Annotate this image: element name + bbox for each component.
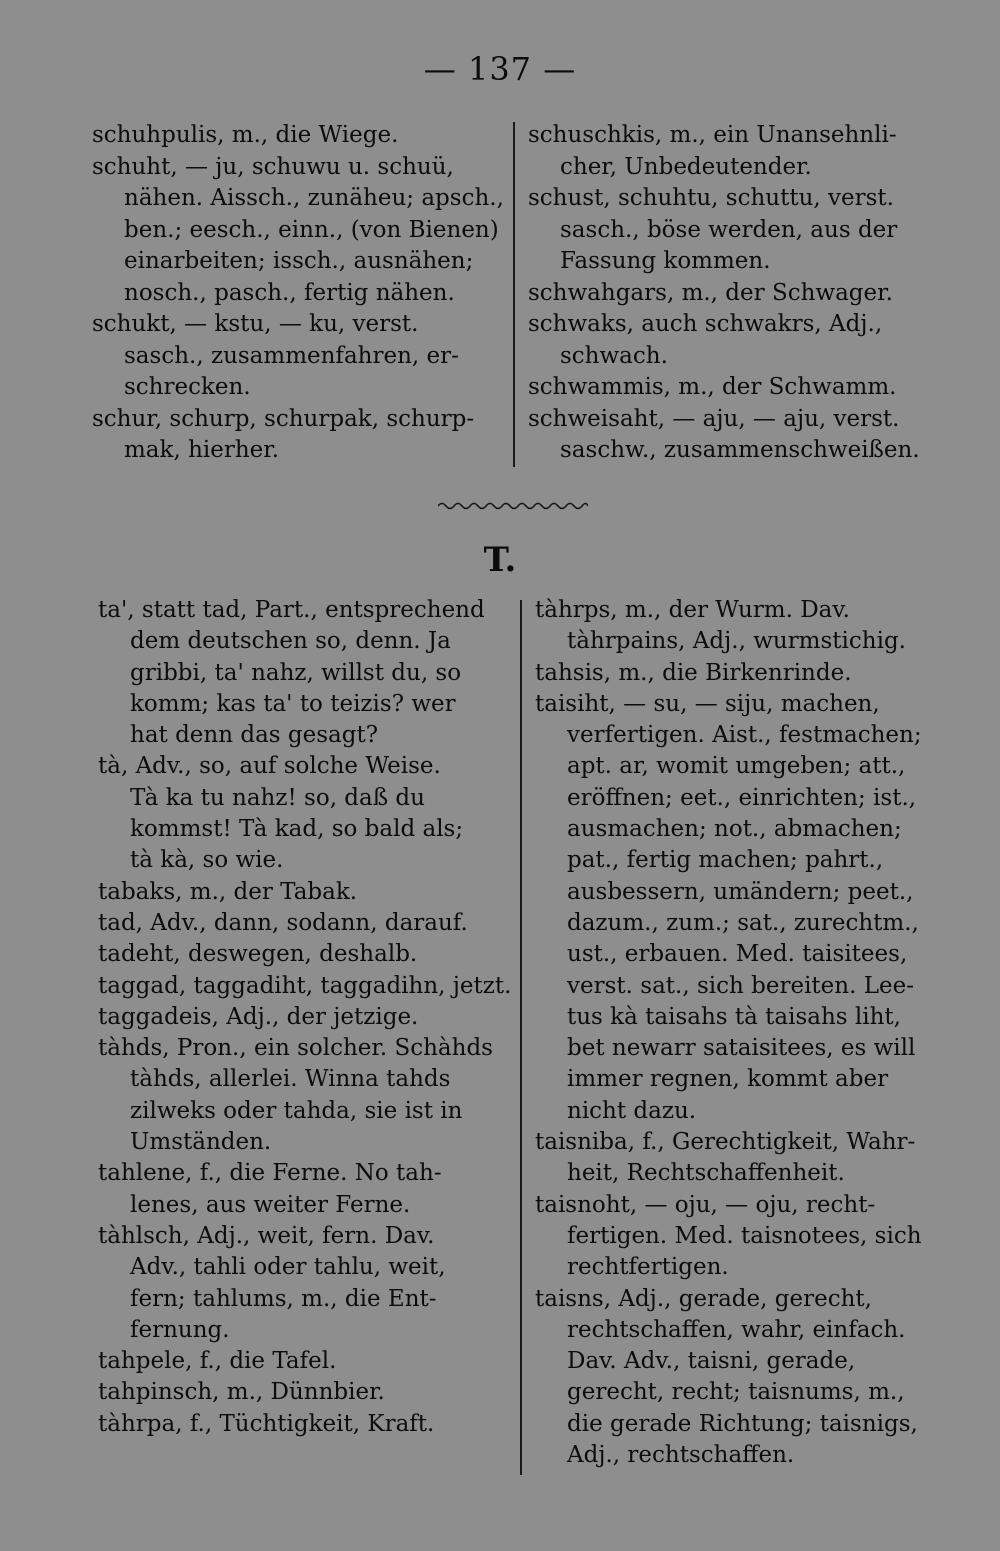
entry-continuation-line: pat., fertig machen; pahrt., — [567, 847, 884, 874]
entry-continuation-line: nicht dazu. — [567, 1097, 697, 1124]
entry-continuation-line: fertigen. Med. taisnotees, sich — [567, 1222, 922, 1249]
entry-continuation-line: lenes, aus weiter Ferne. — [130, 1191, 411, 1218]
entry-continuation-line: ausbessern, umändern; peet., — [567, 878, 914, 905]
entry-continuation-line: nähen. Aissch., zunäheu; apsch., — [124, 185, 504, 211]
entry-continuation-line: Fassung kommen. — [560, 248, 771, 274]
entry-continuation-line: einarbeiten; issch., ausnähen; — [124, 248, 474, 274]
entry-headword-line: schwaks, auch schwakrs, Adj., — [528, 311, 883, 337]
entry-headword-line: tà, Adv., so, auf solche Weise. — [98, 753, 441, 780]
entry-continuation-line: gribbi, ta' nahz, willst du, so — [130, 659, 462, 686]
entry-continuation-line: cher, Unbedeutender. — [560, 153, 812, 180]
section-separator-ornament — [438, 498, 588, 514]
entry-headword-line: ta', statt tad, Part., entsprechend — [98, 597, 485, 623]
entry-continuation-line: bet newarr sataisitees, es will — [567, 1035, 916, 1062]
entry-continuation-line: rechtschaffen, wahr, einfach. — [567, 1316, 906, 1343]
entry-continuation-line: nosch., pasch., fertig nähen. — [124, 279, 455, 306]
entry-continuation-line: tàhrpains, Adj., wurmstichig. — [567, 628, 906, 655]
entry-headword-line: schust, schuhtu, schuttu, verst. — [528, 185, 894, 211]
entry-continuation-line: schrecken. — [124, 374, 251, 400]
entry-continuation-line: heit, Rechtschaffenheit. — [567, 1160, 845, 1187]
entry-continuation-line: ausmachen; not., abmachen; — [567, 816, 902, 843]
entry-continuation-line: Umständen. — [130, 1129, 272, 1156]
entry-headword-line: tahlene, f., die Ferne. No tah- — [98, 1160, 442, 1187]
entry-headword-line: schuht, — ju, schuwu u. schuü, — [92, 153, 454, 180]
column-divider-bottom — [520, 600, 522, 1475]
entry-headword-line: schukt, — kstu, — ku, verst. — [92, 311, 419, 337]
entry-continuation-line: tàhds, allerlei. Winna tahds — [130, 1066, 451, 1093]
entry-continuation-line: ben.; eesch., einn., (von Bienen) — [124, 216, 499, 243]
entry-continuation-line: gerecht, recht; taisnums, m., — [567, 1379, 905, 1406]
entry-headword-line: taisiht, — su, — siju, machen, — [535, 690, 880, 717]
entry-continuation-line: zilweks oder tahda, sie ist in — [130, 1097, 463, 1124]
entry-headword-line: schweisaht, — aju, — aju, verst. — [528, 405, 900, 432]
entry-continuation-line: ust., erbauen. Med. taisitees, — [567, 941, 908, 968]
entry-continuation-line: fern; tahlums, m., die Ent- — [130, 1285, 437, 1312]
entry-headword-line: schwahgars, m., der Schwager. — [528, 279, 893, 306]
entry-continuation-line: die gerade Richtung; taisnigs, — [567, 1410, 918, 1437]
entry-headword-line: schuschkis, m., ein Unansehnli- — [528, 122, 897, 148]
top-right-column — [528, 120, 948, 467]
entry-continuation-line: saschw., zusammenschweißen. — [560, 437, 920, 463]
entry-headword-line: schwammis, m., der Schwamm. — [528, 374, 897, 400]
entry-headword-line: schuhpulis, m., die Wiege. — [92, 122, 399, 148]
entry-continuation-line: immer regnen, kommt aber — [567, 1066, 889, 1093]
entry-headword-line: tahpinsch, m., Dünnbier. — [98, 1379, 385, 1406]
entry-headword-line: tahpele, f., die Tafel. — [98, 1348, 337, 1375]
entry-continuation-line: Adv., tahli oder tahlu, weit, — [130, 1254, 446, 1281]
entry-headword-line: schur, schurp, schurpak, schurp- — [92, 405, 475, 432]
column-divider-top — [513, 122, 515, 467]
entry-headword-line: taggad, taggadiht, taggadihn, jetzt. — [98, 972, 512, 999]
entry-continuation-line: fernung. — [130, 1316, 230, 1343]
entry-headword-line: tàhds, Pron., ein solcher. Schàhds — [98, 1035, 493, 1062]
entry-continuation-line: verst. sat., sich bereiten. Lee- — [567, 972, 914, 999]
entry-continuation-line: tus kà taisahs tà taisahs liht, — [567, 1003, 901, 1030]
entry-headword-line: tahsis, m., die Birkenrinde. — [535, 659, 852, 686]
entry-continuation-line: dem deutschen so, denn. Ja — [130, 628, 451, 655]
entry-continuation-line: sasch., zusammenfahren, er- — [124, 342, 459, 369]
top-left-column — [92, 120, 504, 467]
entry-headword-line: tadeht, deswegen, deshalb. — [98, 941, 418, 968]
entry-continuation-line: sasch., böse werden, aus der — [560, 216, 898, 243]
section-letter: T. — [483, 540, 517, 580]
entry-continuation-line: hat denn das gesagt? — [130, 722, 379, 749]
entry-headword-line: tàhrpa, f., Tüchtigkeit, Kraft. — [98, 1410, 435, 1437]
entry-headword-line: tad, Adv., dann, sodann, darauf. — [98, 909, 468, 936]
entry-continuation-line: Adj., rechtschaffen. — [567, 1442, 795, 1469]
page-number: — 137 — — [423, 50, 577, 88]
bottom-right-column — [535, 595, 955, 1471]
entry-headword-line: taisns, Adj., gerade, gerecht, — [535, 1285, 872, 1312]
bottom-left-column — [98, 595, 512, 1440]
entry-continuation-line: tà kà, so wie. — [130, 847, 284, 874]
entry-continuation-line: kommst! Tà kad, so bald als; — [130, 816, 464, 843]
entry-headword-line: tàhrps, m., der Wurm. Dav. — [535, 597, 850, 623]
entry-headword-line: tàhlsch, Adj., weit, fern. Dav. — [98, 1222, 435, 1249]
entry-continuation-line: komm; kas ta' to teizis? wer — [130, 690, 456, 717]
entry-continuation-line: Tà ka tu nahz! so, daß du — [130, 784, 425, 811]
entry-continuation-line: dazum., zum.; sat., zurechtm., — [567, 909, 919, 936]
entry-headword-line: taggadeis, Adj., der jetzige. — [98, 1003, 419, 1030]
entry-continuation-line: mak, hierher. — [124, 437, 280, 463]
entry-headword-line: taisnoht, — oju, — oju, recht- — [535, 1191, 876, 1218]
entry-headword-line: taisniba, f., Gerechtigkeit, Wahr- — [535, 1129, 916, 1156]
entry-continuation-line: apt. ar, womit umgeben; att., — [567, 753, 906, 780]
entry-continuation-line: verfertigen. Aist., festmachen; — [567, 722, 922, 749]
entry-continuation-line: rechtfertigen. — [567, 1254, 729, 1281]
entry-continuation-line: eröffnen; eet., einrichten; ist., — [567, 784, 917, 811]
entry-continuation-line: Dav. Adv., taisni, gerade, — [567, 1348, 856, 1375]
entry-continuation-line: schwach. — [560, 342, 668, 369]
entry-headword-line: tabaks, m., der Tabak. — [98, 878, 358, 905]
